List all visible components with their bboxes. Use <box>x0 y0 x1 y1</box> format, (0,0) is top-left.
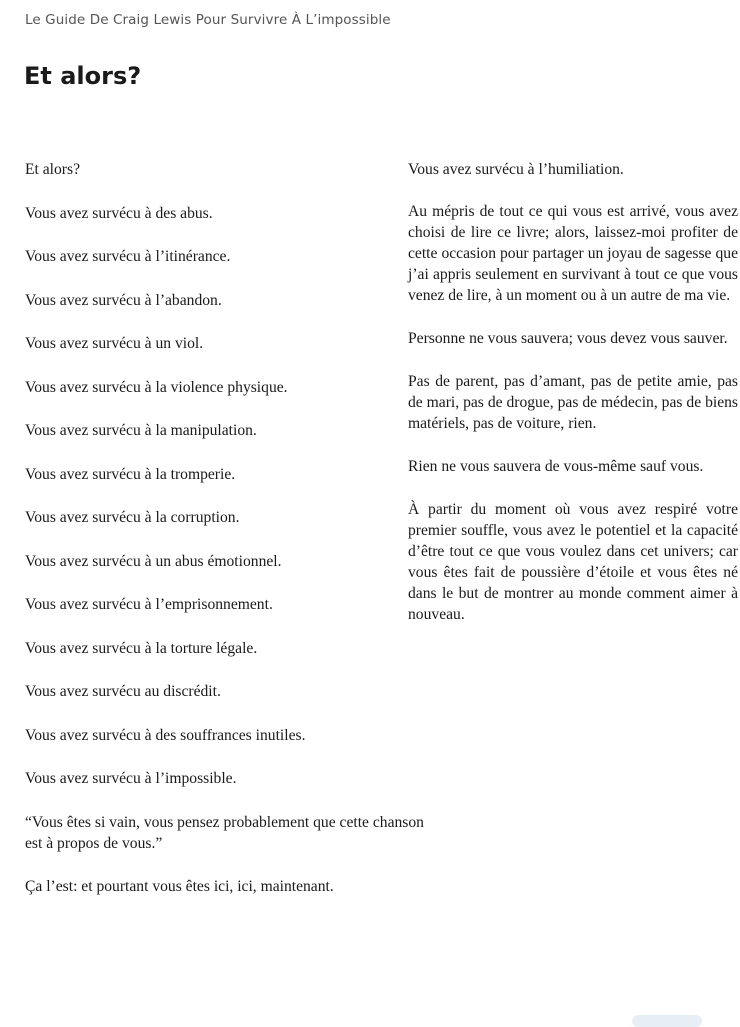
list-item: Vous avez survécu à la violence physique. <box>25 378 288 396</box>
chapter-title: Et alors? <box>24 62 142 90</box>
quote-paragraph <box>25 812 505 854</box>
right-column <box>408 159 738 647</box>
list-item: Vous avez survécu à des abus. <box>25 204 213 222</box>
list-item: Vous avez survécu à l’impossible. <box>25 770 237 787</box>
list-item: Vous avez survécu à la corruption. <box>25 509 240 526</box>
paragraph: Pas de parent, pas d’amant, pas de petite amie, pas de mari, pas de drogue, pas de médecin, pas de biens matériels, pas de voiture, rien. <box>408 373 738 432</box>
paragraph: Vous avez survécu à l’humiliation. <box>408 161 624 178</box>
running-header: Le Guide De Craig Lewis Pour Survivre À L’impossible <box>25 12 391 28</box>
list-item: Vous avez survécu au discrédit. <box>25 683 221 700</box>
paragraph: Rien ne vous sauvera de vous-même sauf vous. <box>408 458 704 475</box>
list-item: Et alors? <box>25 161 80 178</box>
paragraph: Au mépris de tout ce qui vous est arrivé, vous avez choisi de lire ce livre; alors, laissez-moi profiter de cette occasion pour partager un joyau de sagesse que j’ai appris seulement en survivant à tout ce que vous venez de lire, à un moment ou à un autre de ma vie. <box>408 203 738 304</box>
list-item: Vous avez survécu à l’abandon. <box>25 291 222 309</box>
list-item: Vous avez survécu à des souffrances inutiles. <box>25 726 306 744</box>
list-item: Vous avez survécu à la torture légale. <box>25 639 258 657</box>
quote-line: est à propos de vous.” <box>25 834 163 852</box>
paragraph: Personne ne vous sauvera; vous devez vous sauver. <box>408 330 728 347</box>
quote-line: “Vous êtes si vain, vous pensez probablement que cette chanson <box>25 813 424 831</box>
list-item: Vous avez survécu à l’emprisonnement. <box>25 596 273 613</box>
list-item: Vous avez survécu à la manipulation. <box>25 422 257 439</box>
list-item: Vous avez survécu à un viol. <box>25 335 204 352</box>
list-item: Vous avez survécu à un abus émotionnel. <box>25 552 282 570</box>
list-item: Vous avez survécu à la tromperie. <box>25 465 236 483</box>
closing-line: Ça l’est: et pourtant vous êtes ici, ici, maintenant. <box>25 877 334 895</box>
paragraph: À partir du moment où vous avez respiré votre premier souffle, vous avez le potentiel et la capacité d’être tout ce que vous voulez dans cet univers; car vous êtes fait de poussière d’étoile et vous êtes né dans le but de montrer au monde comment aimer à nouveau. <box>408 501 738 623</box>
scroll-indicator[interactable] <box>632 1015 702 1027</box>
list-item: Vous avez survécu à l’itinérance. <box>25 248 231 265</box>
